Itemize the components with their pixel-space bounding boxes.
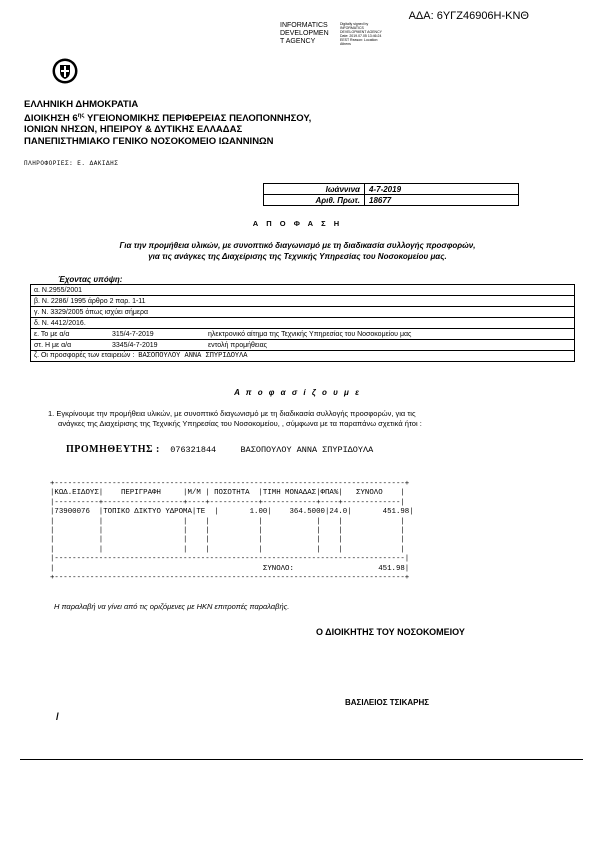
logo-line: INFORMATICS <box>280 22 328 29</box>
approval-text <box>48 409 573 429</box>
signatory-name: ΒΑΣΙΛΕΙΟΣ ΤΣΙΚΑΡΗΣ <box>345 698 430 707</box>
header-republic: ΕΛΛΗΝΙΚΗ ΔΗΜΟΚΡΑΤΙΑ <box>24 99 139 110</box>
header-admin-post: ΥΓΕΙΟΝΟΜΙΚΗΣ ΠΕΡΙΦΕΡΕΙΑΣ ΠΕΛΟΠΟΝΝΗΣΟΥ, <box>84 112 312 124</box>
director-title: Ο ΔΙΟΙΚΗΤΗΣ ΤΟΥ ΝΟΣΟΚΟΜΕΙΟΥ <box>316 627 465 637</box>
header-admin-sup: ης <box>77 112 85 119</box>
decision-title: Α π ο φ α σ ί ζ ο υ μ ε <box>234 388 361 397</box>
protocol-date: 4-7-2019 <box>365 184 519 195</box>
greek-emblem-icon <box>52 58 78 84</box>
consideration-row <box>31 307 575 318</box>
protocol-number-label: Αριθ. Πρωτ. <box>264 195 365 206</box>
consideration-number: 315/4-7-2019 <box>112 330 154 338</box>
consideration-ref: ε. Το με α/α <box>34 330 70 338</box>
consideration-row <box>31 296 575 307</box>
considering-title: Έχοντας υπόψη: <box>58 275 123 284</box>
footer-divider <box>20 759 583 760</box>
consideration-company: ΒΑΣΟΠΟΥΛΟΥ ΑΝΝΑ ΣΠΥΡΙΔΟΥΛΑ <box>138 352 248 360</box>
slash-mark: / <box>56 712 59 723</box>
consideration-row <box>31 318 575 329</box>
supplier-name: ΒΑΣΟΠΟΥΛΟΥ ΑΝΝΑ ΣΠΥΡΙΔΟΥΛΑ <box>240 445 374 455</box>
consideration-desc: εντολή προμήθειας <box>208 341 268 349</box>
subject-line: Για την προμήθεια υλικών, με συνοπτικό διαγωνισμό με τη διαδικασία συλλογής προσφορών, <box>119 241 476 250</box>
document-header <box>24 99 311 147</box>
consideration-ref: ζ. Οι προσφορές των εταιρειών : <box>34 352 135 359</box>
supplier-afm: 076321844 <box>170 445 217 455</box>
information-contact: ΠΛΗΡΟΦΟΡΙΕΣ: Ε. ΔΑΚΙΔΗΣ <box>24 160 119 167</box>
digital-signature-note: Digitally signed by INFORMATICS DEVELOPMENT AGENCY Date: 2019.07.05 13:46:24 EEST Reason: Location: Athens <box>340 22 382 46</box>
subject-line: για τις ανάγκες της Διαχείρισης της Τεχνικής Υπηρεσίας του Νοσοκομείου μας. <box>148 252 447 261</box>
approval-line: 1. Εγκρίνουμε την προμήθεια υλικών, με συνοπτικό διαγωνισμό με τη διαδικασία συλλογής προσφορών, για τις <box>48 409 416 418</box>
consideration-ref: α. Ν.2955/2001 <box>34 286 83 294</box>
header-region: ΙΟΝΙΩΝ ΝΗΣΩΝ, ΗΠΕΙΡΟΥ & ΔΥΤΙΚΗΣ ΕΛΛΑΔΑΣ <box>24 124 243 136</box>
consideration-number: 3345/4-7-2019 <box>112 341 158 349</box>
consideration-row <box>31 329 575 340</box>
ida-logo-text <box>280 22 329 46</box>
document-subject <box>30 240 565 262</box>
consideration-desc: ηλεκτρονικό αίτημα της Τεχνικής Υπηρεσίας του Νοσοκομείου μας <box>208 330 412 338</box>
supplier-label: ΠΡΟΜΗΘΕΥΤΗΣ : <box>66 444 160 455</box>
approval-line: ανάγκες της Διαχείρισης της Τεχνικής Υπηρεσίας του Νοσοκομείου, , σύμφωνα με τα παραπάνω σχετικά ήτοι : <box>58 419 422 428</box>
reception-note: Η παραλαβή να γίνει από τις οριζόμενες με ΗΚΝ επιτροπές παραλαβής. <box>54 602 290 611</box>
logo-line: T AGENCY <box>280 38 316 45</box>
protocol-number: 18677 <box>365 195 519 206</box>
header-admin-pre: ΔΙΟΙΚΗΣΗ 6 <box>24 112 78 124</box>
supplier-line <box>66 444 373 455</box>
document-title: Α Π Ο Φ Α Σ Η <box>252 219 343 228</box>
consideration-row <box>31 285 575 296</box>
consideration-ref: β. Ν. 2286/ 1995 άρθρο 2 παρ. 1-11 <box>34 297 146 305</box>
header-hospital: ΠΑΝΕΠΙΣΤΗΜΙΑΚΟ ΓΕΝΙΚΟ ΝΟΣΟΚΟΜΕΙΟ ΙΩΑΝΝΙΝΩΝ <box>24 135 274 147</box>
protocol-city-label: Ιωάννινα <box>264 184 365 195</box>
consideration-ref: δ. Ν. 4412/2016. <box>34 319 86 327</box>
ada-code: ΑΔΑ: 6ΥΓΖ46906Η-ΚΝΘ <box>408 10 529 22</box>
consideration-ref: γ. Ν. 3329/2005 όπως ισχύει σήμερα <box>34 308 149 316</box>
logo-line: DEVELOPMEN <box>280 30 329 37</box>
protocol-table <box>263 183 519 206</box>
protocol-number-row <box>264 195 519 206</box>
items-table: +-------------------------------------------------------------------------------+ |ΚΩΔ.ΕΙΔΟΥΣ| ΠΕΡΙΓΡΑΦΗ |Μ/Μ | ΠΟΣΟΤΗΤΑ |ΤΙΜΗ ΜΟΝΑΔΑΣ|ΦΠΑ%| ΣΥΝΟΛΟ | |----------+------------------+----+-----------+------------+----+-------------| |73900076 |ΤΟΠΙΚΟ ΔΙΚΤΥΟ ΥΔΡΟΜΑ|ΤΕ | 1.00| 364.5000|24.0| 451.98| | | | | | | | | | | | | | | | | | | | | | | | | | | | | | | | | |-------------------------------------------------------------------------------| | ΣΥΝΟΛΟ: 451.98| +-------------------------------------------------------------------------------+ <box>50 480 414 583</box>
consideration-row <box>31 340 575 351</box>
considerations-table <box>30 284 575 362</box>
header-administration <box>24 111 311 125</box>
consideration-ref: στ. Η με α/α <box>34 341 72 349</box>
protocol-date-row <box>264 184 519 195</box>
consideration-row <box>31 351 575 362</box>
